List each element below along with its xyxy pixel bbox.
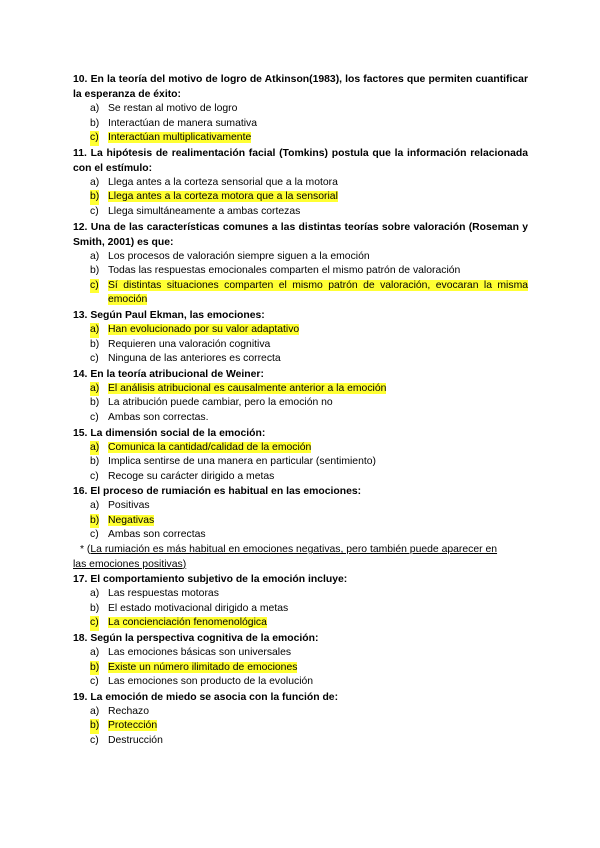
option-letter: a) xyxy=(90,382,99,397)
answer-option xyxy=(73,279,528,308)
answer-option xyxy=(73,396,528,411)
answer-option xyxy=(73,338,528,353)
answer-option xyxy=(73,470,528,485)
option-text: Las emociones básicas son universales xyxy=(108,647,292,659)
option-text: Se restan al motivo de logro xyxy=(108,103,238,114)
question-title: 18. Según la perspectiva cognitiva de la emoción: xyxy=(73,633,319,645)
option-letter: b) xyxy=(90,719,99,734)
answer-option xyxy=(73,382,528,397)
answer-option xyxy=(73,734,528,749)
option-letter: b) xyxy=(90,397,100,409)
highlighted-answer-text: El análisis atribucional es causalmente anterior a la emoción xyxy=(108,382,387,394)
option-letter: c) xyxy=(90,616,99,631)
highlighted-answer-text: Existe un número ilimitado de emociones xyxy=(108,661,298,673)
option-text: Las emociones son producto de la evolución xyxy=(108,676,314,688)
answer-option xyxy=(73,705,528,720)
answer-option xyxy=(73,205,528,220)
answer-option xyxy=(73,616,528,631)
question-title: 12. Una de las características comunes a las distintas teorías sobre valoración (Roseman y Smith, 2001) es que: xyxy=(73,221,528,248)
answer-option xyxy=(73,528,528,543)
answer-option xyxy=(73,176,528,191)
option-letter: b) xyxy=(90,338,100,350)
answer-option xyxy=(73,499,528,514)
option-letter: a) xyxy=(90,250,100,262)
option-letter: a) xyxy=(90,441,99,456)
answer-option xyxy=(73,250,528,265)
highlighted-answer-text: Comunica la cantidad/calidad de la emoción xyxy=(108,441,312,453)
answer-option xyxy=(73,264,528,279)
answer-option xyxy=(73,719,528,734)
answer-option xyxy=(73,661,528,676)
option-text: Rechazo xyxy=(108,705,150,717)
highlighted-answer-text: Interactúan multiplicativamente xyxy=(108,132,252,144)
answer-option xyxy=(73,441,528,456)
option-text: Implica sentirse de una manera en particular (sentimiento) xyxy=(108,456,376,468)
highlighted-answer-text: Sí distintas situaciones comparten el mismo patrón de valoración, evocaran la misma emoción xyxy=(108,279,528,306)
option-text: Todas las respuestas emocionales comparten el mismo patrón de valoración xyxy=(108,265,461,277)
highlighted-answer-text: La concienciación fenomenológica xyxy=(108,617,267,629)
option-letter: a) xyxy=(90,103,100,114)
answer-option xyxy=(73,411,528,426)
answer-option xyxy=(73,131,528,146)
option-letter: a) xyxy=(90,588,100,600)
answer-option xyxy=(73,102,528,117)
answer-option xyxy=(73,455,528,470)
highlighted-answer-text: Negativas xyxy=(108,514,155,526)
option-text: Recoge su carácter dirigido a metas xyxy=(108,470,275,482)
question-title: 16. El proceso de rumiación es habitual en las emociones: xyxy=(73,486,362,498)
option-letter: c) xyxy=(90,205,99,217)
option-letter: c) xyxy=(90,735,99,746)
highlighted-answer-text: Llega antes a la corteza motora que a la sensorial xyxy=(108,191,338,203)
note-marker: * ( xyxy=(80,544,91,556)
question-title: 17. El comportamiento subjetivo de la emoción incluye: xyxy=(73,574,348,586)
option-letter: b) xyxy=(90,190,99,205)
answer-option xyxy=(73,323,528,338)
note-text-line2: las emociones positivas xyxy=(73,558,183,570)
option-letter: c) xyxy=(90,470,99,482)
option-letter: c) xyxy=(90,676,99,688)
answer-option xyxy=(73,675,528,690)
option-letter: c) xyxy=(90,529,99,541)
option-letter: b) xyxy=(90,602,100,614)
option-text: Ambas son correctas. xyxy=(108,411,209,423)
highlighted-answer-text: Protección xyxy=(108,720,158,732)
option-text: El estado motivacional dirigido a metas xyxy=(108,602,289,614)
option-letter: b) xyxy=(90,265,100,277)
note-close: ) xyxy=(182,558,187,570)
answer-option xyxy=(73,587,528,602)
option-letter: b) xyxy=(90,456,100,468)
option-letter: c) xyxy=(90,131,99,146)
option-letter: c) xyxy=(90,353,99,365)
quiz-page xyxy=(73,72,528,749)
option-letter: a) xyxy=(90,500,100,512)
option-letter: b) xyxy=(90,117,100,129)
option-letter: a) xyxy=(90,647,100,659)
option-letter: a) xyxy=(90,705,100,717)
option-text: Llega simultáneamente a ambas cortezas xyxy=(108,205,301,217)
question-title: 11. La hipótesis de realimentación facial (Tomkins) postula que la información relacionada con el estímulo: xyxy=(73,147,528,174)
answer-option xyxy=(73,646,528,661)
option-text: Las respuestas motoras xyxy=(108,588,219,600)
option-letter: c) xyxy=(90,279,99,294)
option-text: Interactúan de manera sumativa xyxy=(108,117,258,129)
option-letter: a) xyxy=(90,176,100,188)
question-title: 13. Según Paul Ekman, las emociones: xyxy=(73,309,265,321)
answer-option xyxy=(73,190,528,205)
explanatory-note-continued xyxy=(73,558,528,573)
question-title: 10. En la teoría del motivo de logro de Atkinson(1983), los factores que permiten cuantificar la esperanza de éxito: xyxy=(73,74,528,100)
option-letter: b) xyxy=(90,661,99,676)
question-title: 14. En la teoría atribucional de Weiner: xyxy=(73,368,264,380)
explanatory-note xyxy=(73,543,528,558)
answer-option xyxy=(73,602,528,617)
note-text-line1: La rumiación es más habitual en emociones negativas, pero también puede aparecer en xyxy=(90,544,498,556)
answer-option xyxy=(73,352,528,367)
option-text: Destrucción xyxy=(108,735,163,746)
question-title: 19. La emoción de miedo se asocia con la función de: xyxy=(73,691,339,703)
option-text: Llega antes a la corteza sensorial que a la motora xyxy=(108,176,338,188)
option-text: La atribución puede cambiar, pero la emoción no xyxy=(108,397,333,409)
option-text: Requieren una valoración cognitiva xyxy=(108,338,271,350)
answer-option xyxy=(73,514,528,529)
option-text: Ninguna de las anteriores es correcta xyxy=(108,353,281,365)
question-title: 15. La dimensión social de la emoción: xyxy=(73,427,266,439)
option-text: Ambas son correctas xyxy=(108,529,206,541)
answer-option xyxy=(73,117,528,132)
highlighted-answer-text: Han evolucionado por su valor adaptativo xyxy=(108,323,300,335)
option-letter: c) xyxy=(90,411,99,423)
option-text: Los procesos de valoración siempre siguen a la emoción xyxy=(108,250,370,262)
option-text: Positivas xyxy=(108,500,150,512)
option-letter: a) xyxy=(90,323,99,338)
option-letter: b) xyxy=(90,514,99,529)
